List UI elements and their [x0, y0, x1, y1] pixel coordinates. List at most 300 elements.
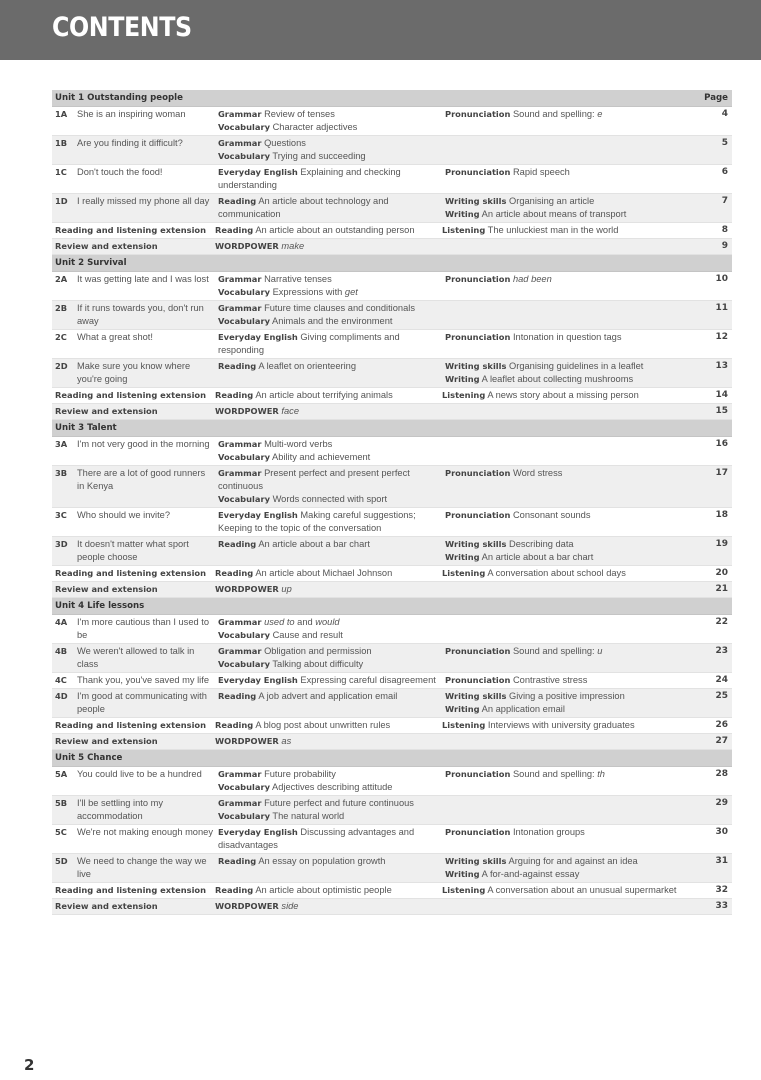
focus-item: [215, 567, 438, 580]
lesson-skills: [445, 674, 705, 687]
skill-item-text: A for-and-against essay: [479, 869, 580, 879]
section-title: Reading and listening extension: [55, 885, 207, 895]
focus-item-text: Making careful suggestions; Keeping to the topic of the conversation: [218, 510, 416, 533]
lesson-title: Are you finding it difficult?: [77, 138, 183, 148]
focus-item-text: Discussing advantages and disadvantages: [218, 827, 415, 850]
lesson-focus: [218, 137, 445, 163]
unit-title: Unit 4 Life lessons: [55, 600, 145, 611]
lesson-focus: [215, 884, 442, 897]
skill-item: [445, 826, 701, 839]
page-header: [0, 0, 761, 60]
lesson-title: What a great shot!: [77, 332, 153, 342]
focus-item-text: An essay on population growth: [256, 856, 386, 866]
skill-item: [445, 166, 701, 179]
focus-item: [215, 240, 438, 253]
focus-item-text: An article about Michael Johnson: [253, 568, 393, 578]
table-row: [52, 718, 732, 734]
page-ref: 10: [715, 274, 728, 284]
focus-item: [215, 583, 438, 596]
section-title: Review and extension: [55, 584, 158, 594]
focus-item: [218, 629, 441, 642]
focus-item: [218, 121, 441, 134]
lesson-title: Who should we invite?: [77, 510, 171, 520]
page-ref: 24: [715, 675, 728, 685]
focus-item-label: Reading: [215, 720, 254, 730]
skill-item-label: Writing: [445, 869, 480, 879]
focus-item-label: Grammar: [218, 646, 262, 656]
table-row: [52, 272, 732, 301]
table-row: [52, 582, 732, 598]
unit-title: Unit 2 Survival: [55, 257, 127, 268]
lesson-skills: [445, 273, 705, 286]
lesson-code: 5A: [55, 769, 68, 779]
focus-item: [218, 467, 441, 493]
skill-item-label: Pronunciation: [445, 769, 511, 779]
lesson-skills: [445, 166, 705, 179]
lesson-focus: [218, 690, 445, 703]
skill-item-label: Pronunciation: [445, 332, 511, 342]
section-title: Reading and listening extension: [55, 720, 207, 730]
lesson-code: 2A: [55, 274, 68, 284]
focus-item: [218, 674, 441, 687]
section-title: Review and extension: [55, 241, 158, 251]
lesson-code: 4C: [55, 675, 67, 685]
page-number: 2: [24, 1056, 35, 1074]
lesson-code: 5C: [55, 827, 67, 837]
focus-item-label: Vocabulary: [218, 811, 270, 821]
focus-item-text: Review of tenses: [261, 109, 335, 119]
focus-item-text: Character adjectives: [269, 122, 358, 132]
lesson-title: We need to change the way we live: [77, 856, 207, 879]
lesson-code: 3B: [55, 468, 68, 478]
focus-item: [218, 538, 441, 551]
focus-item-label: Everyday English: [218, 675, 298, 685]
focus-item-label: Grammar: [218, 439, 262, 449]
focus-item-label: Everyday English: [218, 332, 298, 342]
lesson-focus: [215, 735, 442, 748]
lesson-title: Make sure you know where you're going: [77, 361, 191, 384]
skill-item-label: Pronunciation: [445, 274, 511, 284]
lesson-code: 4B: [55, 646, 68, 656]
page-ref: 28: [715, 769, 728, 779]
lesson-focus: [218, 438, 445, 464]
focus-item-text: Questions: [261, 138, 306, 148]
focus-item-text: An article about technology and communication: [218, 196, 389, 219]
table-row: [52, 644, 732, 673]
skill-item-label: Pronunciation: [445, 646, 511, 656]
focus-item-label: Vocabulary: [218, 659, 270, 669]
focus-item: [218, 616, 441, 629]
unit-header: [52, 750, 732, 767]
focus-item-italic: get: [344, 287, 358, 297]
focus-item-text: The natural world: [269, 811, 345, 821]
focus-item: [215, 389, 438, 402]
focus-item-text: Ability and achievement: [269, 452, 371, 462]
skill-item: [445, 360, 701, 373]
focus-item-label: Vocabulary: [218, 782, 270, 792]
section-title: Reading and listening extension: [55, 568, 207, 578]
skill-item: [445, 703, 701, 716]
table-row: [52, 796, 732, 825]
table-row: [52, 239, 732, 255]
focus-item: [218, 315, 441, 328]
skill-item-text: A leaflet about collecting mushrooms: [479, 374, 634, 384]
lesson-skills: [445, 467, 705, 480]
skill-item-text: A news story about a missing person: [485, 390, 639, 400]
focus-item-text: An article about terrifying animals: [253, 390, 393, 400]
skill-item-label: Writing: [445, 374, 480, 384]
page-ref: 11: [715, 303, 728, 313]
lesson-focus: [215, 389, 442, 402]
table-row: [52, 883, 732, 899]
skill-item: [442, 389, 698, 402]
page-ref: 31: [715, 856, 728, 866]
focus-item: [215, 224, 438, 237]
focus-item-label: Reading: [218, 856, 257, 866]
focus-item-text: Obligation and permission: [261, 646, 372, 656]
table-row: [52, 767, 732, 796]
focus-item: [218, 195, 441, 221]
skill-item-italic: th: [597, 769, 605, 779]
unit-header: [52, 598, 732, 615]
skill-item-label: Writing skills: [445, 196, 507, 206]
page-ref: 13: [715, 361, 728, 371]
skill-item-label: Writing: [445, 552, 480, 562]
focus-item: [218, 273, 441, 286]
lesson-skills: [442, 224, 702, 237]
page-ref: 5: [721, 138, 728, 148]
table-row: [52, 404, 732, 420]
focus-item: [218, 166, 441, 192]
page-ref: 8: [721, 225, 728, 235]
skill-item-text: Sound and spelling:: [510, 769, 598, 779]
table-row: [52, 537, 732, 566]
skill-item-text: An article about means of transport: [479, 209, 627, 219]
focus-item-label: Vocabulary: [218, 287, 270, 297]
table-row: [52, 825, 732, 854]
skill-item: [442, 884, 698, 897]
focus-item-label: Vocabulary: [218, 452, 270, 462]
focus-item: [215, 884, 438, 897]
skill-item: [445, 331, 701, 344]
lesson-code: 3C: [55, 510, 67, 520]
lesson-title: If it runs towards you, don't run away: [77, 303, 204, 326]
skill-item-text: Intonation groups: [510, 827, 585, 837]
focus-item: [218, 690, 441, 703]
focus-item-text: Cause and result: [269, 630, 343, 640]
table-row: [52, 854, 732, 883]
skill-item: [442, 567, 698, 580]
page-ref: 29: [715, 798, 728, 808]
focus-item-text: Talking about difficulty: [269, 659, 364, 669]
skill-item-text: An article about a bar chart: [479, 552, 594, 562]
page-ref: 33: [715, 901, 728, 911]
lesson-code: 2B: [55, 303, 68, 313]
lesson-skills: [442, 567, 702, 580]
focus-item-label: WORDPOWER: [215, 736, 279, 746]
skill-item-label: Listening: [442, 885, 486, 895]
skill-item-label: Pronunciation: [445, 468, 511, 478]
lesson-focus: [218, 616, 445, 642]
page-ref: 4: [721, 109, 728, 119]
lesson-code: 1B: [55, 138, 68, 148]
focus-item-label: Grammar: [218, 798, 262, 808]
focus-item: [218, 645, 441, 658]
focus-item-label: Reading: [215, 225, 254, 235]
table-row: [52, 359, 732, 388]
lesson-skills: [445, 538, 705, 564]
lesson-focus: [215, 719, 442, 732]
lesson-focus: [218, 855, 445, 868]
focus-item: [218, 658, 441, 671]
page-ref: 15: [715, 406, 728, 416]
table-row: [52, 466, 732, 508]
lesson-skills: [442, 389, 702, 402]
skill-item: [445, 373, 701, 386]
skill-item: [445, 868, 701, 881]
skill-item-label: Writing skills: [445, 539, 507, 549]
focus-item: [218, 302, 441, 315]
focus-item-text: Adjectives describing attitude: [269, 782, 393, 792]
lesson-title: She is an inspiring woman: [77, 109, 186, 119]
focus-item-text: An article about an outstanding person: [253, 225, 415, 235]
focus-item-text: An article about a bar chart: [256, 539, 370, 549]
focus-item-text: Giving compliments and responding: [218, 332, 400, 355]
skill-item-italic: u: [597, 646, 603, 656]
table-row: [52, 223, 732, 239]
skill-item-label: Writing skills: [445, 691, 507, 701]
focus-item: [218, 855, 441, 868]
focus-item: [218, 360, 441, 373]
focus-item-label: Reading: [215, 390, 254, 400]
page-ref: 14: [715, 390, 728, 400]
focus-item-text: Expressions with: [269, 287, 345, 297]
focus-item-text: Explaining and checking understanding: [218, 167, 401, 190]
focus-item: [215, 900, 438, 913]
unit-header: [52, 90, 732, 107]
lesson-title: We weren't allowed to talk in class: [77, 646, 195, 669]
skill-item-text: Rapid speech: [510, 167, 570, 177]
skill-item: [445, 674, 701, 687]
lesson-skills: [445, 855, 705, 881]
skill-item: [445, 467, 701, 480]
section-title: Review and extension: [55, 901, 158, 911]
focus-item: [218, 108, 441, 121]
lesson-skills: [445, 826, 705, 839]
page-ref: 30: [715, 827, 728, 837]
lesson-focus: [218, 826, 445, 852]
lesson-focus: [218, 509, 445, 535]
focus-item-text: Present perfect and present perfect continuous: [218, 468, 410, 491]
skill-item-label: Writing skills: [445, 856, 507, 866]
focus-item-label: WORDPOWER: [215, 406, 279, 416]
focus-item-label: Grammar: [218, 303, 262, 313]
lesson-focus: [215, 224, 442, 237]
focus-item-italic: make: [281, 241, 305, 251]
table-row: [52, 136, 732, 165]
skill-item-text: An application email: [479, 704, 565, 714]
focus-item-italic: side: [281, 901, 299, 911]
focus-item: [215, 719, 438, 732]
lesson-focus: [218, 645, 445, 671]
lesson-focus: [218, 797, 445, 823]
focus-item-label: Reading: [218, 361, 257, 371]
page-ref: 25: [715, 691, 728, 701]
skill-item-label: Pronunciation: [445, 109, 511, 119]
focus-item-text: Future perfect and future continuous: [261, 798, 414, 808]
lesson-code: 1C: [55, 167, 67, 177]
focus-item-text: Words connected with sport: [269, 494, 388, 504]
lesson-focus: [215, 900, 442, 913]
lesson-title: I'll be settling into my accommodation: [77, 798, 164, 821]
focus-item: [218, 137, 441, 150]
skill-item-label: Writing: [445, 209, 480, 219]
skill-item-text: Sound and spelling:: [510, 109, 598, 119]
lesson-focus: [218, 166, 445, 192]
skill-item: [445, 690, 701, 703]
skill-item-text: A conversation about an unusual supermarket: [485, 885, 677, 895]
table-row: [52, 437, 732, 466]
focus-item-label: Grammar: [218, 274, 262, 284]
focus-item-text: A leaflet on orienteering: [256, 361, 357, 371]
lesson-title: I'm more cautious than I used to be: [77, 617, 209, 640]
lesson-code: 2D: [55, 361, 68, 371]
lesson-code: 3D: [55, 539, 68, 549]
skill-item: [445, 195, 701, 208]
skill-item-label: Pronunciation: [445, 675, 511, 685]
skill-item: [445, 509, 701, 522]
focus-item-label: Grammar: [218, 468, 262, 478]
skill-item-text: Giving a positive impression: [506, 691, 625, 701]
unit-title: Unit 5 Chance: [55, 752, 123, 763]
focus-item: [218, 493, 441, 506]
skill-item-italic: had been: [512, 274, 552, 284]
focus-item: [218, 150, 441, 163]
skill-item: [442, 224, 698, 237]
lesson-title: You could live to be a hundred: [77, 769, 202, 779]
page-ref: 17: [715, 468, 728, 478]
page-ref: 26: [715, 720, 728, 730]
lesson-focus: [215, 583, 442, 596]
lesson-title: We're not making enough money: [77, 827, 213, 837]
unit-title: Unit 1 Outstanding people: [55, 92, 183, 103]
focus-item-label: Grammar: [218, 138, 262, 148]
focus-item: [215, 735, 438, 748]
page-ref: 19: [715, 539, 728, 549]
skill-item-label: Writing skills: [445, 361, 507, 371]
lesson-focus: [218, 674, 445, 687]
page-ref: 27: [715, 736, 728, 746]
lesson-skills: [445, 690, 705, 716]
page-ref: 9: [721, 241, 728, 251]
focus-item-italic: used to: [264, 617, 295, 627]
lesson-code: 5D: [55, 856, 68, 866]
focus-item-label: Vocabulary: [218, 151, 270, 161]
lesson-focus: [218, 108, 445, 134]
lesson-focus: [218, 467, 445, 506]
section-title: Review and extension: [55, 406, 158, 416]
section-title: Review and extension: [55, 736, 158, 746]
skill-item: [445, 273, 701, 286]
focus-item-text-after: and: [294, 617, 316, 627]
lesson-skills: [445, 108, 705, 121]
focus-item-label: Everyday English: [218, 167, 298, 177]
focus-item-text: Multi-word verbs: [261, 439, 333, 449]
focus-item-text: A job advert and application email: [256, 691, 398, 701]
focus-item: [218, 451, 441, 464]
focus-item-label: Grammar: [218, 109, 262, 119]
table-row: [52, 899, 732, 915]
lesson-focus: [218, 302, 445, 328]
skill-item: [445, 538, 701, 551]
focus-item-italic-2: would: [315, 617, 340, 627]
skill-item-italic: e: [597, 109, 603, 119]
lesson-focus: [218, 538, 445, 551]
skill-item-text: A conversation about school days: [485, 568, 626, 578]
table-row: [52, 673, 732, 689]
lesson-focus: [215, 567, 442, 580]
lesson-skills: [445, 768, 705, 781]
focus-item: [215, 405, 438, 418]
section-title: Reading and listening extension: [55, 225, 207, 235]
focus-item: [218, 781, 441, 794]
skill-item: [445, 108, 701, 121]
focus-item-label: Reading: [218, 539, 257, 549]
skill-item-text: Word stress: [510, 468, 563, 478]
skill-item-label: Listening: [442, 568, 486, 578]
focus-item-italic: up: [281, 584, 292, 594]
page-ref: 6: [721, 167, 728, 177]
focus-item-label: Grammar: [218, 617, 262, 627]
focus-item: [218, 797, 441, 810]
lesson-skills: [445, 509, 705, 522]
lesson-skills: [445, 331, 705, 344]
skill-item: [445, 645, 701, 658]
skill-item-text: Arguing for and against an idea: [506, 856, 638, 866]
lesson-focus: [218, 273, 445, 299]
lesson-focus: [218, 331, 445, 357]
focus-item-text: Narrative tenses: [261, 274, 332, 284]
focus-item: [218, 286, 441, 299]
focus-item-text: Trying and succeeding: [269, 151, 366, 161]
page-ref: 16: [715, 439, 728, 449]
table-row: [52, 734, 732, 750]
skill-item-text: Contrastive stress: [510, 675, 588, 685]
lesson-title: I'm good at communicating with people: [77, 691, 207, 714]
lesson-focus: [218, 195, 445, 221]
focus-item-label: Reading: [215, 885, 254, 895]
page-ref: 20: [715, 568, 728, 578]
skill-item-text: The unluckiest man in the world: [485, 225, 619, 235]
focus-item-text: Future probability: [261, 769, 336, 779]
page-ref: 32: [715, 885, 728, 895]
lesson-code: 1D: [55, 196, 68, 206]
skill-item-text: Interviews with university graduates: [485, 720, 635, 730]
skill-item-text: Organising guidelines in a leaflet: [506, 361, 644, 371]
table-row: [52, 301, 732, 330]
focus-item-label: Reading: [218, 691, 257, 701]
focus-item-text: A blog post about unwritten rules: [253, 720, 391, 730]
unit-title: Unit 3 Talent: [55, 422, 117, 433]
table-row: [52, 388, 732, 404]
focus-item: [218, 768, 441, 781]
skill-item-label: Listening: [442, 225, 486, 235]
page-title: CONTENTS: [52, 12, 192, 43]
skill-item: [445, 855, 701, 868]
focus-item-label: WORDPOWER: [215, 901, 279, 911]
lesson-title: I'm not very good in the morning: [77, 439, 210, 449]
skill-item-label: Pronunciation: [445, 510, 511, 520]
